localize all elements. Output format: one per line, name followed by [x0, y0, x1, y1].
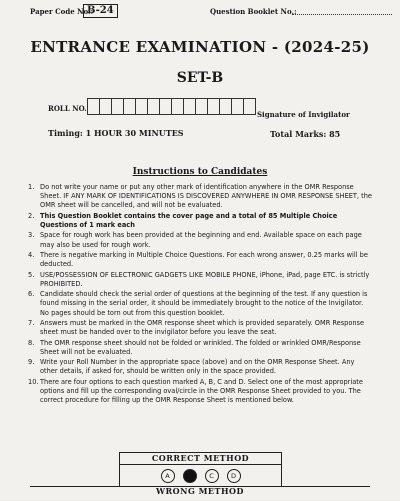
answer-bubble: B	[183, 469, 197, 483]
booklet-number-field	[292, 14, 392, 15]
instruction-item	[28, 378, 373, 406]
instruction-text: There is negative marking in Multiple Choice Questions. For each wrong answer, 0.25 marks will be deducted.	[40, 250, 368, 269]
paper-code-value: B-24	[83, 4, 118, 18]
total-marks: Total Marks: 85	[270, 129, 341, 139]
instruction-number: 8.	[28, 338, 35, 347]
answer-bubble: A	[161, 469, 175, 483]
wrong-method-box	[30, 486, 370, 501]
instruction-item	[28, 183, 373, 211]
correct-method-box	[119, 452, 282, 487]
instruction-text: The OMR response sheet should not be folded or wrinkled. The folded or wrinkled OMR/Response Sheet will not be evaluated.	[40, 338, 361, 356]
instruction-item	[28, 358, 373, 376]
exam-title: ENTRANCE EXAMINATION - (2024-25)	[30, 38, 370, 56]
instruction-item	[28, 339, 373, 357]
instruction-number: 2.	[28, 211, 35, 220]
instruction-text: Answers must be marked in the OMR response sheet which is provided separately. OMR Response sheet must be handed over to the invigilator before you leave the seat.	[40, 318, 365, 337]
set-label: SET-B	[176, 70, 224, 86]
instruction-item	[28, 271, 373, 289]
roll-digit-box	[243, 98, 256, 115]
page-header	[30, 4, 388, 18]
instruction-item	[28, 290, 373, 318]
paper-code-label: Paper Code No.:	[30, 7, 94, 16]
instruction-text: Candidate should check the serial order of questions at the beginning of the test. If any question is found missing in the serial order, it should be immediately brought to the notice of the Invigilator. No pages should be torn out from this question booklet.	[40, 290, 368, 317]
wrong-method-title: WRONG METHOD	[156, 486, 244, 496]
instruction-number: 6.	[28, 290, 35, 299]
instruction-item	[28, 212, 373, 230]
correct-method-title: CORRECT METHOD	[120, 453, 281, 465]
instruction-text: There are four options to each question marked A, B, C and D. Select one of the most appropriate options and fill up the corresponding oval/circle in the OMR Response Sheet provided to you. The correct procedure for filling up the OMR Response Sheet is mentioned below.	[40, 377, 363, 405]
instruction-text: Space for rough work has been provided at the beginning and end. Available space on each page may also be used for rough work.	[40, 231, 362, 249]
instruction-number: 10.	[28, 377, 39, 386]
instruction-number: 3.	[28, 231, 35, 240]
instruction-item	[28, 231, 373, 249]
instructions-heading: Instructions to Candidates	[132, 167, 268, 177]
instruction-text: USE/POSSESSION OF ELECTRONIC GADGETS LIKE MOBILE PHONE, iPhone, iPad, page ETC. is strictly PROHIBITED.	[40, 270, 370, 288]
instruction-text: Do not write your name or put any other mark of identification anywhere in the OMR Response Sheet. IF ANY MARK OF IDENTIFICATIONS IS DISCOVERED ANYWHERE IN OMR RESPONSE SHEET, the OMR sheet will be cancelled, and will not be evaluated.	[40, 183, 372, 210]
invigilator-signature-label: Signature of Invigilator	[257, 110, 350, 119]
instructions-list	[28, 183, 373, 407]
instruction-number: 5.	[28, 270, 35, 279]
instruction-text: This Question Booklet contains the cover page and a total of 85 Multiple Choice Questions of 1 mark each	[40, 211, 338, 229]
instruction-item	[28, 319, 373, 337]
correct-method-bubbles	[120, 469, 281, 483]
instruction-item	[28, 251, 373, 269]
answer-bubble: D	[227, 469, 241, 483]
instruction-number: 1.	[28, 183, 35, 191]
instruction-text: Write your Roll Number in the appropriate space (above) and on the OMR Response Sheet. Any other details, if asked for, should be written only in the space provided.	[40, 358, 355, 376]
instruction-number: 9.	[28, 358, 35, 367]
exam-timing: Timing: 1 HOUR 30 MINUTES	[48, 128, 184, 138]
roll-number-label: ROLL NO.	[48, 104, 87, 113]
booklet-number-label: Question Booklet No.:	[210, 7, 297, 16]
instruction-number: 7.	[28, 318, 35, 327]
answer-bubble: C	[205, 469, 219, 483]
roll-number-boxes	[88, 98, 256, 115]
instruction-number: 4.	[28, 250, 35, 259]
